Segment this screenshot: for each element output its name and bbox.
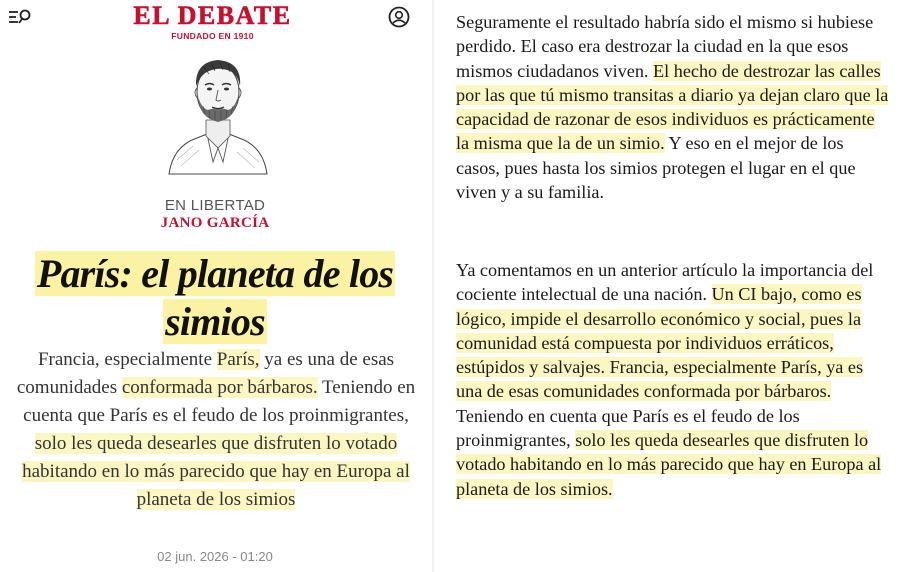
headline	[10, 250, 420, 346]
menu-search-icon	[8, 6, 32, 28]
article-header-panel	[0, 0, 430, 572]
section-label: EN LIBERTAD	[164, 197, 266, 214]
p1-text-2: Y eso en el mejor de los casos, pues hasta los simios protegen el lugar en el que viven y a su familia.	[456, 133, 856, 203]
profile-button[interactable]	[388, 6, 410, 28]
user-circle-icon	[388, 6, 410, 28]
author-name[interactable]: JANO GARCÍA	[160, 215, 270, 231]
article-lead	[14, 346, 418, 514]
p2-text-1: Ya comentamos en un anterior artículo la importancia del cociente intelectual de una nación.	[456, 260, 874, 305]
menu-search-button[interactable]	[8, 6, 32, 28]
p2-highlight-1: Un CI bajo, como es lógico, impide el desarrollo económico y social, pues la comunidad está compuesta por individuos erráticos, estúpidos y salvajes. Francia, especialmente París, ya es una de esas comunidades conformada por bárbaros.	[456, 284, 864, 402]
lead-text-1: Francia, especialmente	[37, 349, 217, 370]
p2-highlight-2: solo les queda desearles que disfruten lo votado habitando en lo más parecido que hay en Europa al planeta de los simios.	[456, 430, 882, 499]
lead-highlight-3: solo les queda desearles que disfruten lo votado habitando en lo más parecido que hay en Europa al planeta de los simios	[22, 433, 410, 510]
lead-highlight-1: París,	[216, 349, 260, 370]
body-paragraph-1	[456, 10, 890, 204]
lead-text-2: ya es una de esas comunidades	[16, 349, 395, 398]
body-paragraph-2	[456, 258, 890, 501]
lead-highlight-2: conformada por bárbaros.	[121, 377, 318, 398]
p2-text-2: Teniendo en cuenta que París es el feudo de los proinmigrantes,	[456, 405, 800, 451]
headline-text: París: el planeta de los simios	[36, 251, 394, 344]
p1-highlight: El hecho de destrozar las calles por las que tú mismo transitas a diario ya dejan claro que la capacidad de razonar de esos individuos es prácticamente la misma que la de un simio.	[456, 60, 889, 154]
site-logo[interactable]	[110, 2, 315, 41]
logo-text: EL DEBATE	[133, 1, 292, 30]
panel-divider	[432, 0, 434, 572]
publish-date: 02 jun. 2026 - 01:20	[157, 549, 273, 564]
logo-tagline: FUNDADO EN 1910	[171, 31, 254, 41]
author-portrait	[163, 50, 273, 175]
p1-text-1: Seguramente el resultado habría sido el mismo si hubiese perdido. El caso era destrozar la ciudad en la que esos mismos ciudadanos viven.	[456, 12, 874, 81]
lead-text-3: Teniendo en cuenta que París es el feudo de los proinmigrantes,	[23, 377, 416, 426]
